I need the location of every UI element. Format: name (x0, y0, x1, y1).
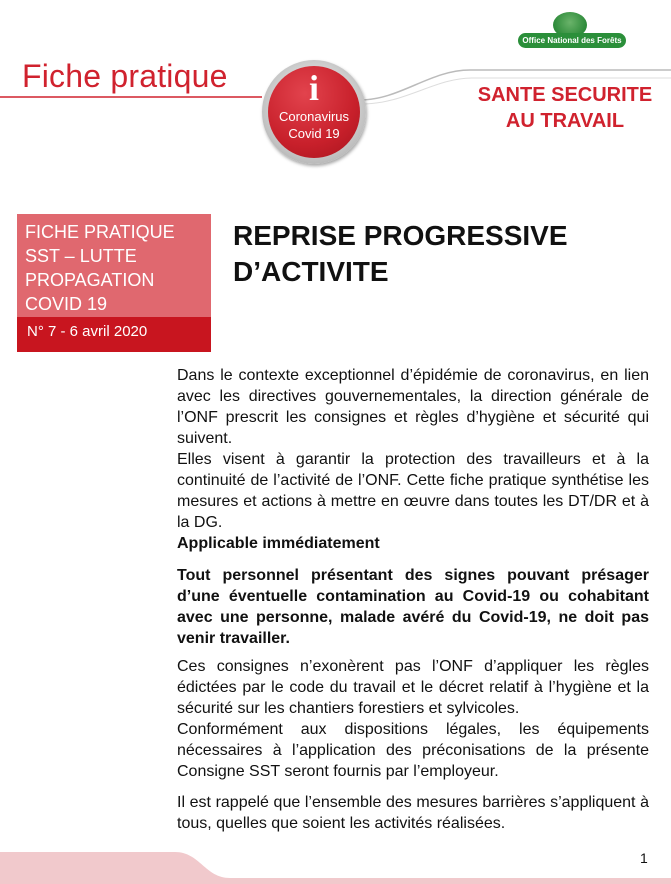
body-block-warning (177, 565, 649, 649)
info-icon: i (308, 68, 319, 108)
fiche-info-line: PROPAGATION (25, 270, 155, 290)
body-block-2 (177, 656, 649, 782)
badge-label-line1: Coronavirus (278, 109, 350, 124)
fiche-info-line: FICHE PRATIQUE (25, 222, 175, 242)
sst-heading-line1: SANTE SECURITE (477, 84, 653, 106)
fiche-info-title (25, 220, 205, 316)
body-block-3 (177, 792, 649, 834)
page-number: 1 (640, 850, 648, 866)
paragraph-equipment: Conformément aux dispositions légales, les équipements nécessaires à l’application des préconisations de la présente Consigne SST seront fournis par l’employeur. (177, 721, 649, 780)
onf-logo: Office National des Forêts (518, 33, 626, 48)
paragraph-warning: Tout personnel présentant des signes pouvant présager d’une éventuelle contamination au Covid-19 ou cohabitant avec une personne, malade avéré du Covid-19, ne doit pas venir travailler. (177, 567, 649, 647)
badge-label-line2: Covid 19 (288, 126, 340, 141)
fiche-pratique-title: Fiche pratique (22, 58, 228, 94)
paragraph-context: Dans le contexte exceptionnel d’épidémie de coronavirus, en lien avec les directives gouvernementales, la direction générale de l’ONF prescrit les consignes et règles d’hygiène et sécurité qui suivent. (177, 367, 649, 447)
fiche-number-date-text: N° 7 - 6 avril 2020 (27, 323, 148, 340)
sst-heading (460, 82, 670, 134)
document-title-line2: D’ACTIVITE (233, 256, 389, 287)
paragraph-applicable: Applicable immédiatement (177, 535, 380, 552)
footer-decoration (0, 848, 671, 884)
paragraph-barrier-measures: Il est rappelé que l’ensemble des mesures barrières s’appliquent à tous, quelles que soient les activités réalisées. (177, 794, 649, 832)
badge-label (268, 108, 360, 142)
document-title-line1: REPRISE PROGRESSIVE (233, 220, 568, 251)
paragraph-regulations: Ces consignes n’exonèrent pas l’ONF d’appliquer les règles édictées par le code du travail et le décret relatif à l’hygiène et la sécurité sur les chantiers forestiers et sylvicoles. (177, 658, 649, 717)
document-title (233, 218, 653, 290)
fiche-info-line: COVID 19 (25, 294, 108, 314)
fiche-number-date (17, 317, 211, 352)
fiche-info-line: SST – LUTTE (25, 246, 137, 266)
body-block-1 (177, 365, 649, 554)
sst-heading-line2: AU TRAVAIL (505, 110, 625, 132)
paragraph-objectives: Elles visent à garantir la protection des travailleurs et à la continuité de l’activité de l’ONF. Cette fiche pratique synthétise les mesures et actions à mettre en œuvre dans toutes les DT/DR et à la DG. (177, 451, 649, 531)
